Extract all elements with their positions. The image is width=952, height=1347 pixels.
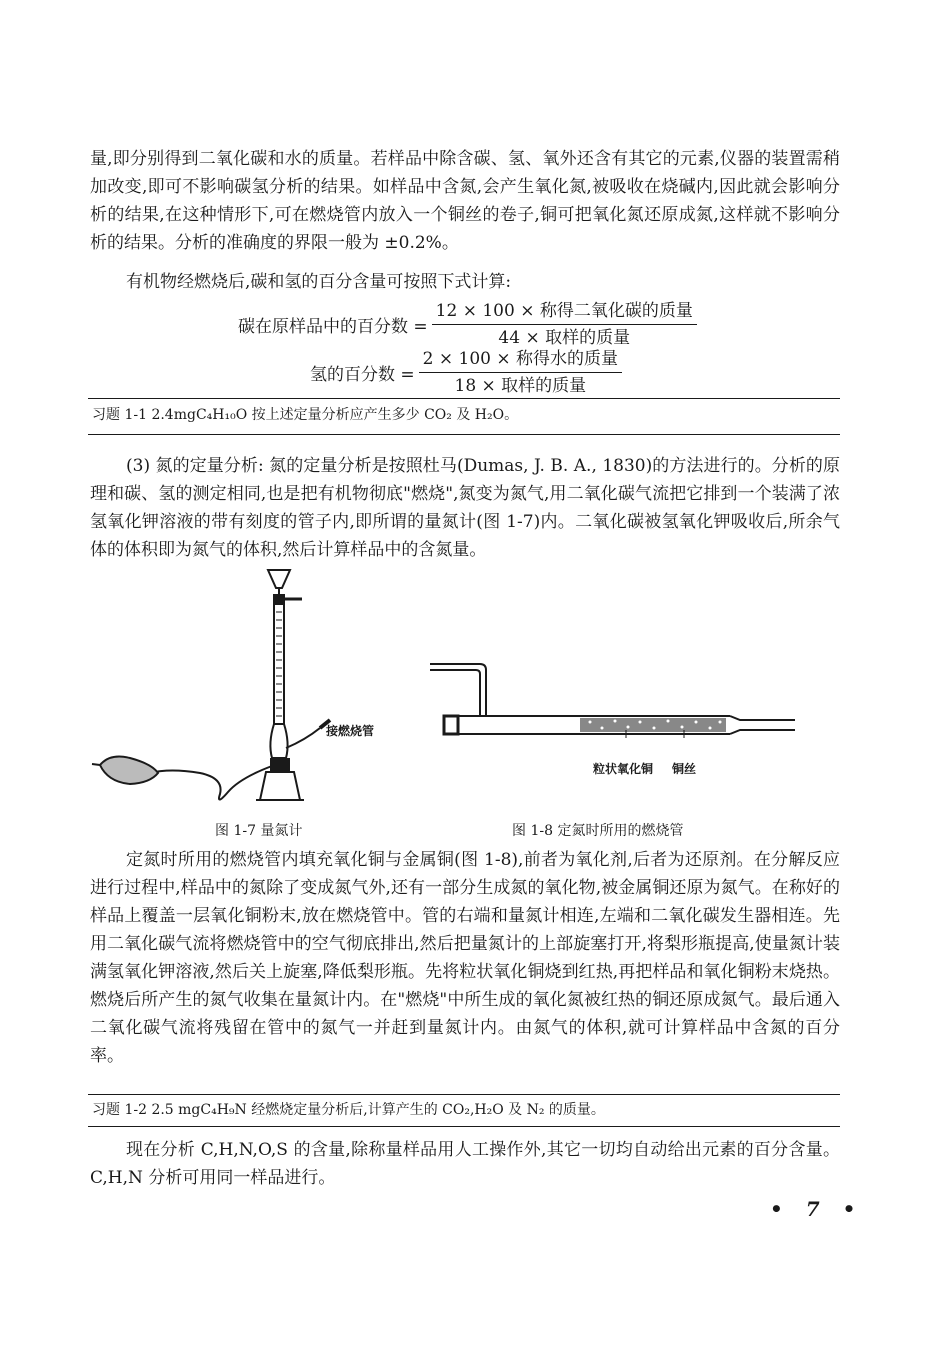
formula-carbon-fraction xyxy=(432,300,697,349)
formula-hydrogen-fraction xyxy=(419,348,622,397)
paragraph-nitrogen: (3) 氮的定量分析: 氮的定量分析是按照杜马(Dumas, J. B. A., 1830)的方法进行的。分析的原理和碳、氢的测定相同,也是把有机物彻底"燃烧",氮变为氮气,用二氧化碳气流把它排到一个装满了浓氢氧化钾溶液的带有刻度的管子内,即所谓的量氮计(图 1-7)内。二氧化碳被氢氧化钾吸收后,所余气体的体积即为氮气的体积,然后计算样品中的含氮量。 xyxy=(90,456,840,560)
label-connect-combustion-tube: 接燃烧管 xyxy=(326,724,375,738)
divider-top-2 xyxy=(88,1094,840,1095)
label-copper-wire: 铜丝 xyxy=(672,762,697,776)
figure-combustion-tube xyxy=(430,658,800,738)
paragraph-combustion-tube: 定氮时所用的燃烧管内填充氧化铜与金属铜(图 1-8),前者为氧化剂,后者为还原剂。在分解反应进行过程中,样品中的氮除了变成氮气外,还有一部分生成氮的氧化物,被金属铜还原为氮气。在称好的样品上覆盖一层氧化铜粉末,放在燃烧管中。管的右端和量氮计相连,左端和二氧化碳发生器相连。先用二氧化碳气流将燃烧管中的空气彻底排出,然后把量氮计的上部旋塞打开,将梨形瓶提高,使量氮计装满氢氧化钾溶液,然后关上旋塞,降低梨形瓶。先将粒状氧化铜烧到红热,再把样品和氧化铜粉末烧热。燃烧后所产生的氮气收集在量氮计内。在"燃烧"中所生成的氧化氮被红热的铜还原成氮气。最后通入二氧化碳气流将残留在管中的氮气一并赶到量氮计内。由氮气的体积,就可计算样品中含氮的百分率。 xyxy=(90,850,840,1066)
divider-bottom-1 xyxy=(88,434,840,435)
figure-nitrometer xyxy=(90,568,390,818)
formula-carbon-denominator: 44 × 取样的质量 xyxy=(498,328,631,348)
formula-hydrogen-lhs: 氢的百分数 = xyxy=(310,365,415,385)
caption-figure-1-8: 图 1-8 定氮时所用的燃烧管 xyxy=(512,823,684,839)
exercise-1-1: 习题 1-1 2.4mgC₄H₁₀O 按上述定量分析应产生多少 CO₂ 及 H₂O。 xyxy=(92,407,519,423)
caption-figure-1-7: 图 1-7 量氮计 xyxy=(215,823,303,839)
page-number: • 7 • xyxy=(770,1197,864,1221)
formula-hydrogen xyxy=(310,348,622,397)
divider-top-1 xyxy=(88,398,840,399)
paragraph-carbon-hydrogen: 量,即分别得到二氧化碳和水的质量。若样品中除含碳、氢、氧外还含有其它的元素,仪器的装置需稍加改变,即可不影响碳氢分析的结果。如样品中含氮,会产生氧化氮,被吸收在烧碱内,因此就会影响分析的结果,在这种情形下,可在燃烧管内放入一个铜丝的卷子,铜可把氧化氮还原成氮,这样就不影响分析的结果。分析的准确度的界限一般为 ±0.2%。 xyxy=(90,149,840,253)
formula-hydrogen-denominator: 18 × 取样的质量 xyxy=(454,376,587,396)
label-granular-copper-oxide: 粒状氧化铜 xyxy=(593,762,654,776)
formula-hydrogen-numerator: 2 × 100 × 称得水的质量 xyxy=(419,348,622,373)
paragraph-formula-intro: 有机物经燃烧后,碳和氢的百分含量可按照下式计算: xyxy=(126,272,512,292)
formula-carbon xyxy=(238,300,697,349)
exercise-1-2: 习题 1-2 2.5 mgC₄H₉N 经燃烧定量分析后,计算产生的 CO₂,H₂O 及 N₂ 的质量。 xyxy=(92,1102,605,1118)
paragraph-automated-analysis: 现在分析 C,H,N,O,S 的含量,除称量样品用人工操作外,其它一切均自动给出元素的百分含量。C,H,N 分析可用同一样品进行。 xyxy=(90,1140,840,1188)
formula-carbon-lhs: 碳在原样品中的百分数 = xyxy=(238,317,428,337)
formula-carbon-numerator: 12 × 100 × 称得二氧化碳的质量 xyxy=(432,300,697,325)
divider-bottom-2 xyxy=(88,1126,840,1127)
